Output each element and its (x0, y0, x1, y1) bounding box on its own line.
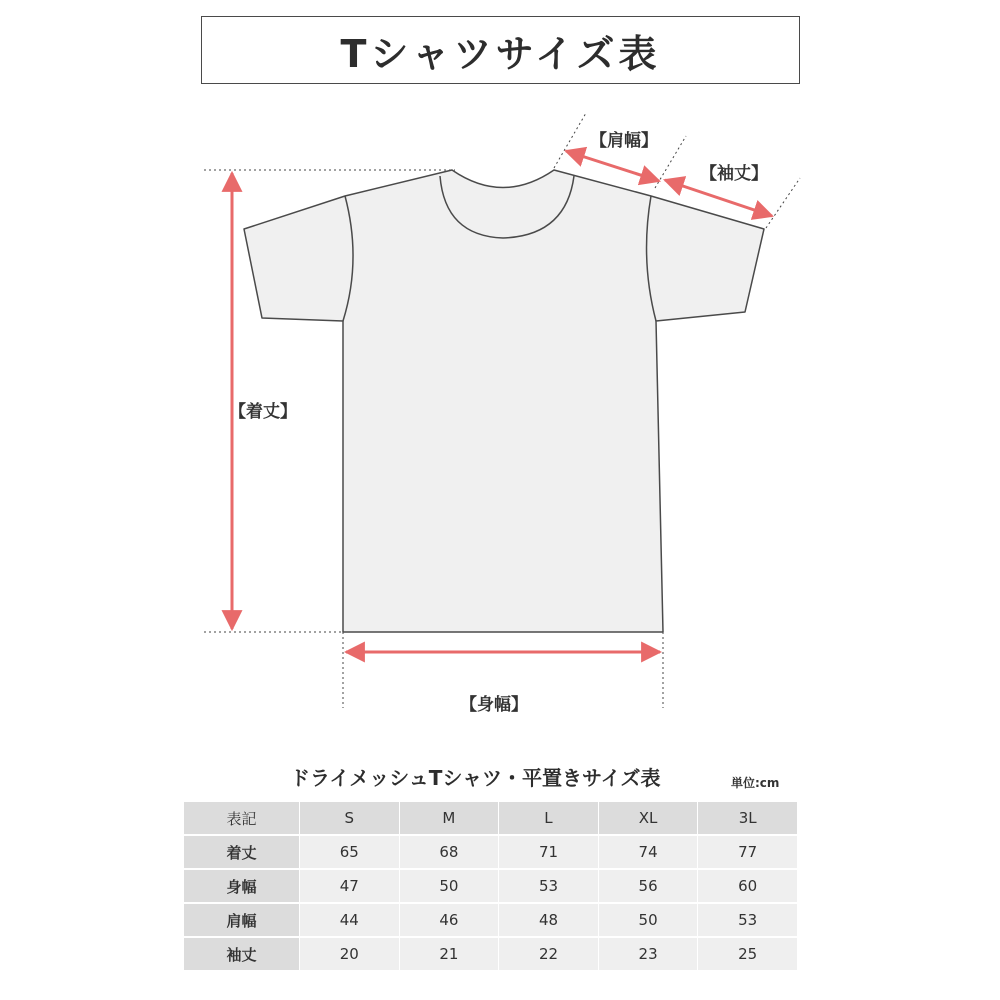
size-table (184, 802, 798, 972)
table-cell: 53 (698, 904, 798, 938)
table-cell: 47 (300, 870, 400, 904)
table-cell: 22 (499, 938, 599, 972)
row-header: 肩幅 (184, 904, 300, 938)
header-cell: 3L (698, 802, 798, 836)
table-title: ドライメッシュTシャツ・平置きサイズ表 (290, 766, 661, 790)
row-header: 身幅 (184, 870, 300, 904)
length-label: 【着丈】 (229, 402, 297, 422)
table-cell: 44 (300, 904, 400, 938)
guide-sleeve-right (766, 178, 800, 228)
header-cell: 表記 (184, 802, 300, 836)
row-header: 着丈 (184, 836, 300, 870)
guide-shoulder-left (554, 113, 586, 168)
table-cell: 48 (499, 904, 599, 938)
table-row (184, 870, 798, 904)
row-header: 袖丈 (184, 938, 300, 972)
table-cell: 77 (698, 836, 798, 870)
table-cell: 71 (499, 836, 599, 870)
table-cell: 68 (400, 836, 500, 870)
shoulder-label: 【肩幅】 (590, 131, 658, 151)
table-cell: 53 (499, 870, 599, 904)
table-cell: 23 (599, 938, 699, 972)
table-cell: 50 (599, 904, 699, 938)
header-cell: XL (599, 802, 699, 836)
table-cell: 25 (698, 938, 798, 972)
table-row (184, 938, 798, 972)
table-header-row (184, 802, 798, 836)
table-cell: 60 (698, 870, 798, 904)
page-title: Tシャツサイズ表 (201, 16, 800, 84)
table-row (184, 904, 798, 938)
table-cell: 20 (300, 938, 400, 972)
table-cell: 56 (599, 870, 699, 904)
header-cell: S (300, 802, 400, 836)
table-cell: 74 (599, 836, 699, 870)
tshirt-body (244, 170, 764, 632)
sleeve-label: 【袖丈】 (700, 164, 768, 184)
table-cell: 50 (400, 870, 500, 904)
unit-label: 単位:cm (731, 776, 780, 790)
guide-shoulder-right (655, 136, 686, 188)
table-cell: 65 (300, 836, 400, 870)
width-label: 【身幅】 (460, 695, 528, 715)
table-cell: 21 (400, 938, 500, 972)
table-row (184, 836, 798, 870)
header-cell: M (400, 802, 500, 836)
header-cell: L (499, 802, 599, 836)
table-cell: 46 (400, 904, 500, 938)
